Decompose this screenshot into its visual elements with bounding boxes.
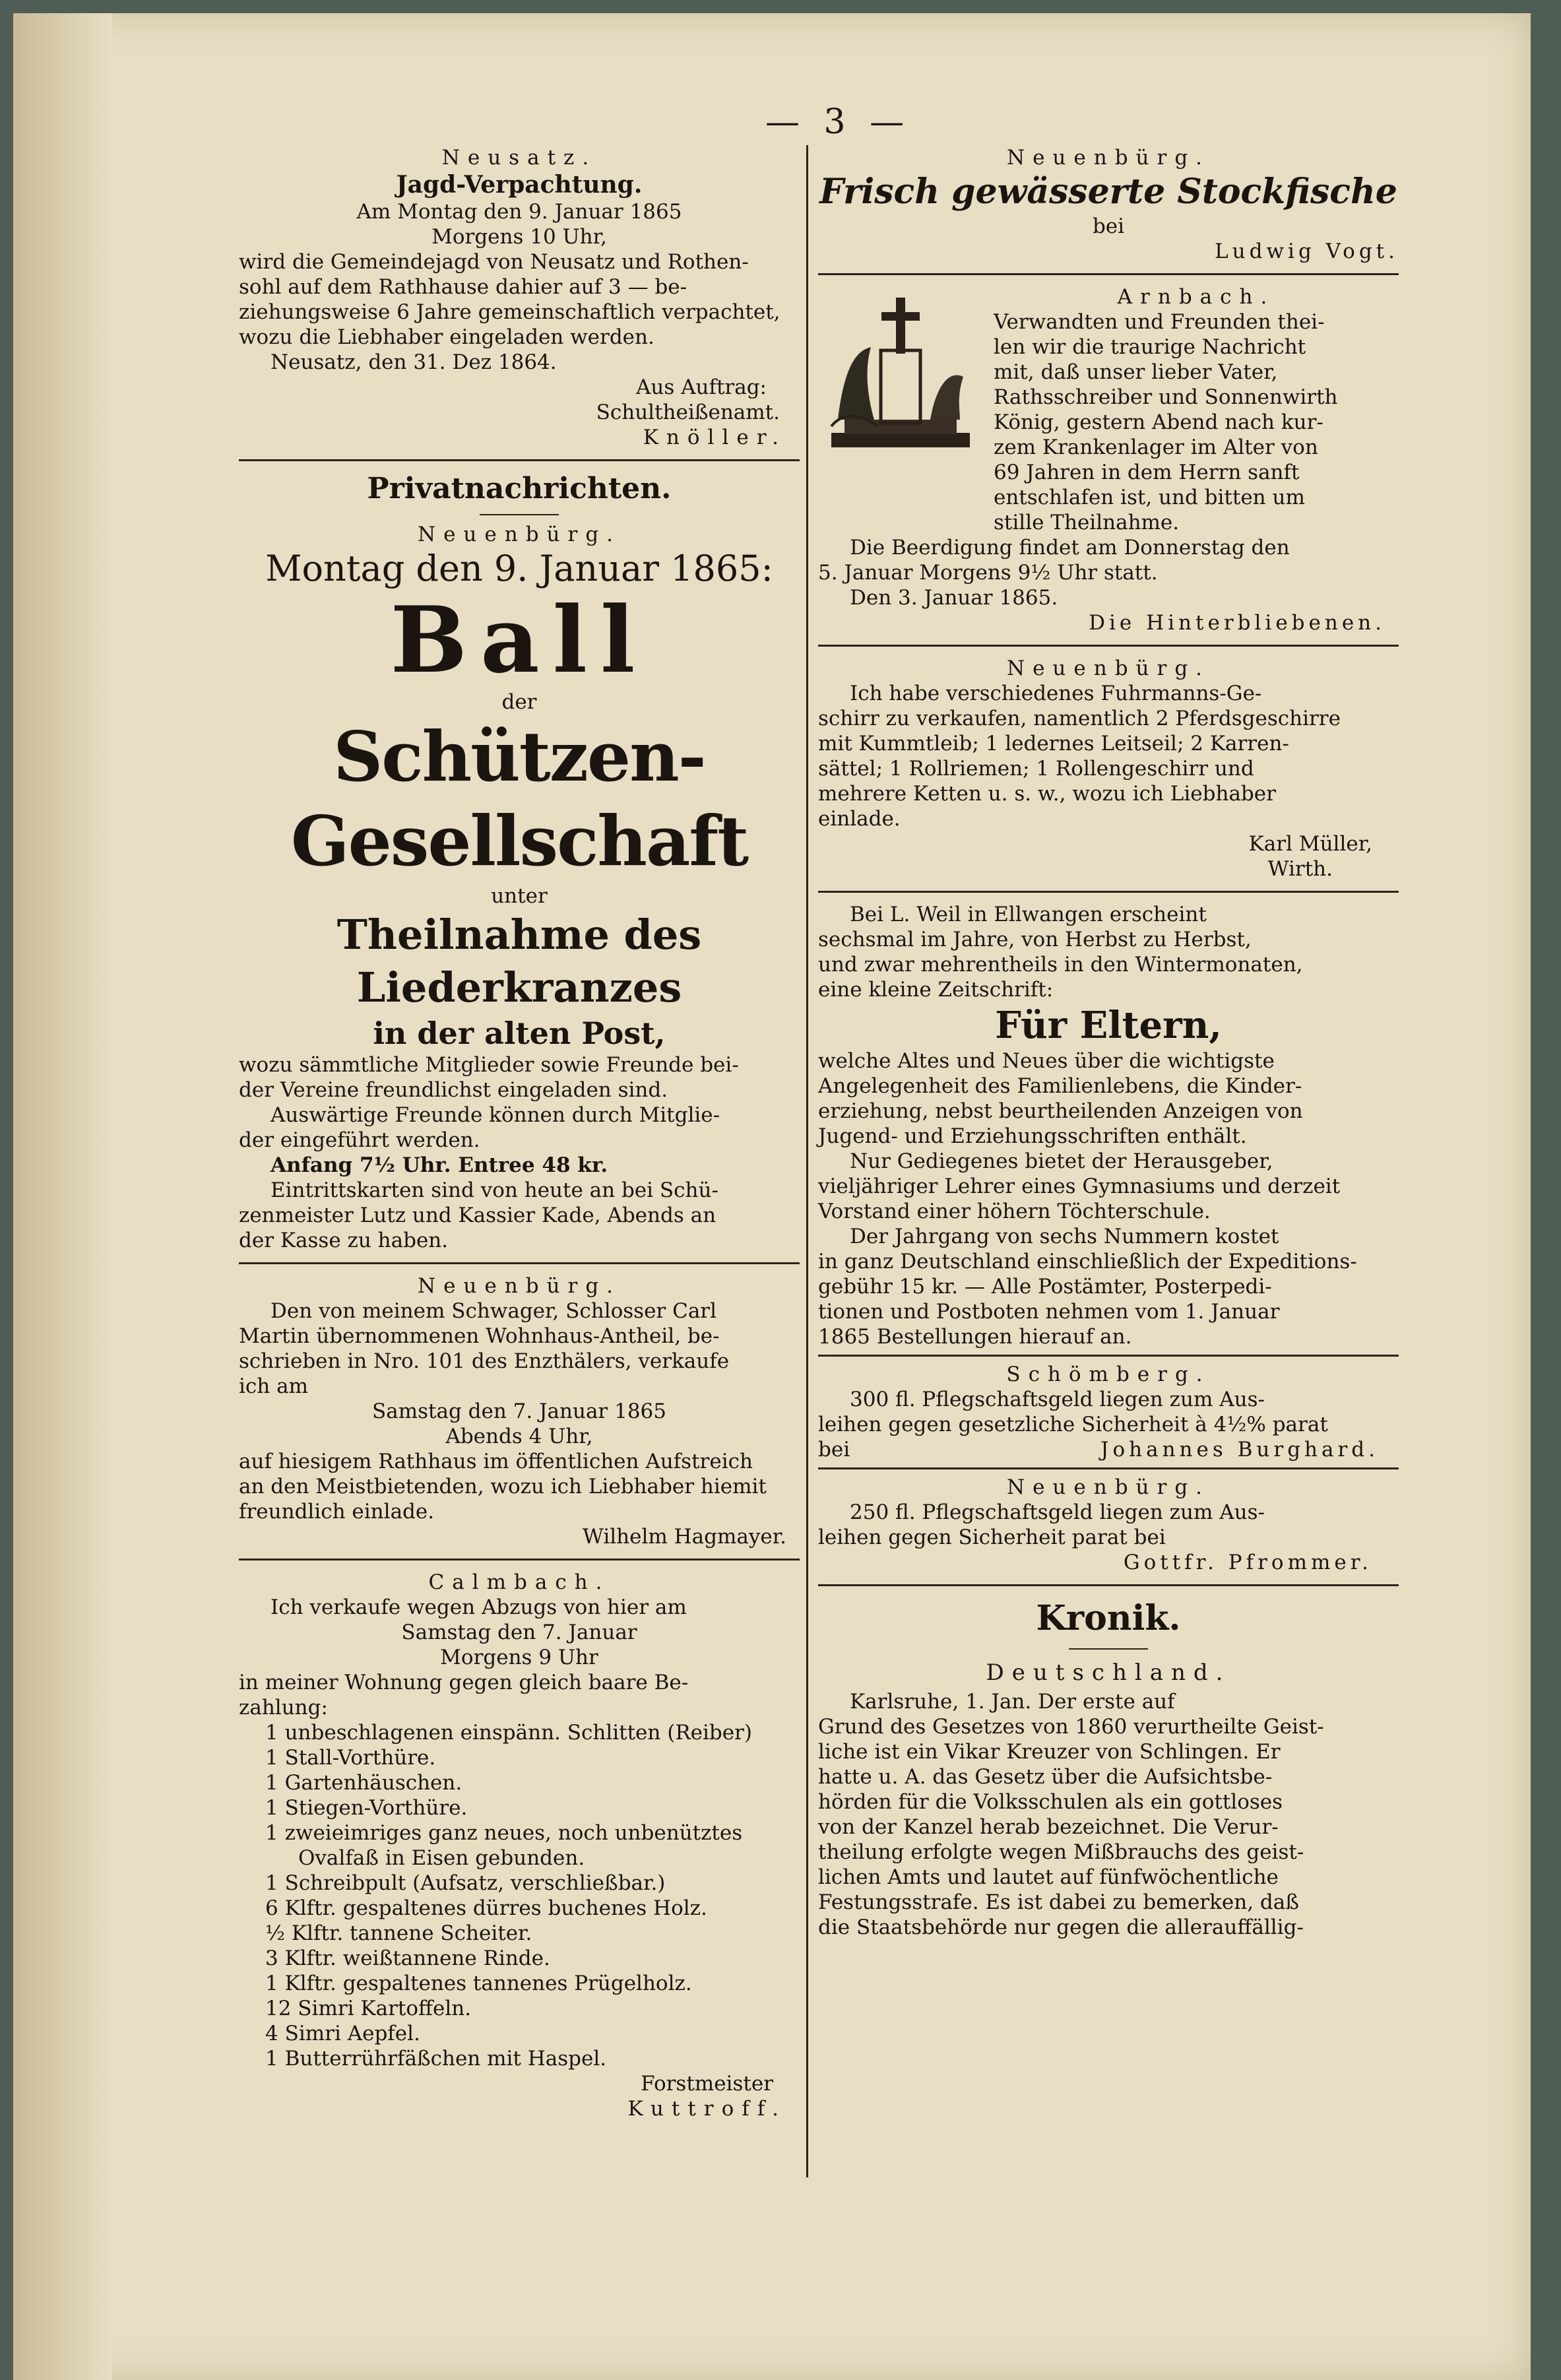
list-item: 1 Schreibpult (Aufsatz, verschließbar.) xyxy=(265,1871,666,1895)
notice-line: ich am xyxy=(239,1374,308,1398)
divider xyxy=(1069,1648,1148,1650)
notice-title: Jagd-Verpachtung. xyxy=(396,171,643,199)
notice-line: Vorstand einer höhern Töchterschule. xyxy=(818,1200,1211,1223)
notice-line: Der Jahrgang von sechs Nummern kostet xyxy=(850,1225,1279,1248)
notice-line: mit, daß unser lieber Vater, xyxy=(994,360,1278,384)
left-column xyxy=(239,145,800,2121)
notice-signature: Knöller. xyxy=(643,426,786,449)
notice-signature: Wirth. xyxy=(1267,857,1333,881)
notice-line: auf hiesigem Rathhaus im öffentlichen Aufstreich xyxy=(239,1450,753,1473)
notice-place: Neuenbürg. xyxy=(1006,1475,1211,1499)
ball-text: wozu sämmtliche Mitglieder sowie Freunde bei- xyxy=(239,1053,739,1077)
magazine-title: Für Eltern, xyxy=(995,1004,1222,1047)
notice-line: Nur Gediegenes bietet der Herausgeber, xyxy=(850,1149,1273,1173)
notice-line: leihen gegen Sicherheit parat bei xyxy=(818,1526,1166,1549)
divider xyxy=(818,1584,1399,1586)
notice-place: Schömberg. xyxy=(1006,1363,1211,1386)
list-item: 1 zweieimriges ganz neues, noch unbenütztes xyxy=(265,1821,743,1845)
notice-line: entschlafen ist, und bitten um xyxy=(994,486,1305,509)
notice-signature: Forstmeister xyxy=(641,2072,773,2096)
list-item: 1 Gartenhäuschen. xyxy=(265,1771,462,1795)
notice-line: 250 fl. Pflegschaftsgeld liegen zum Aus- xyxy=(850,1500,1265,1524)
notice-line: vieljähriger Lehrer eines Gymnasiums und derzeit xyxy=(818,1174,1341,1198)
divider xyxy=(818,273,1399,275)
notice-death xyxy=(818,284,1399,635)
column-divider xyxy=(806,145,808,2177)
notice-line: mehrere Ketten u. s. w., wozu ich Liebhaber xyxy=(818,782,1276,806)
notice-line: und zwar mehrentheils in den Wintermonaten, xyxy=(818,953,1303,977)
notice-place: Neusatz. xyxy=(441,146,597,170)
ball-text: zenmeister Lutz und Kassier Kade, Abends an xyxy=(239,1204,717,1227)
notice-line: zem Krankenlager im Alter von xyxy=(994,435,1318,459)
notice-place: Neuenbürg. xyxy=(1006,657,1211,680)
notice-line: 5. Januar Morgens 9½ Uhr statt. xyxy=(818,561,1158,585)
notice-signature: Johannes Burghard. xyxy=(1100,1438,1379,1462)
notice-line: eine kleine Zeitschrift: xyxy=(818,978,1054,1002)
ball-location: in der alten Post, xyxy=(373,1015,666,1051)
notice-line: Jugend- und Erziehungsschriften enthält. xyxy=(818,1124,1247,1148)
chronicle-section xyxy=(818,1595,1399,1940)
ball-text: Eintrittskarten sind von heute an bei Schü- xyxy=(271,1178,718,1202)
ball-title: Ball xyxy=(390,586,649,693)
notice-line: in ganz Deutschland einschließlich der Expeditions- xyxy=(818,1250,1357,1273)
notice-line: einlade. xyxy=(818,807,901,831)
notice-line: leihen gegen gesetzliche Sicherheit à 4½% parat xyxy=(818,1413,1328,1436)
section-heading: Privatnachrichten. xyxy=(367,472,672,505)
notice-harness xyxy=(818,656,1399,882)
list-item: 1 Klftr. gespaltenes tannenes Prügelholz. xyxy=(265,1972,692,1995)
notice-date: Samstag den 7. Januar xyxy=(401,1621,637,1644)
notice-magazine xyxy=(818,902,1399,1349)
divider xyxy=(818,645,1399,647)
notice-line: sechsmal im Jahre, von Herbst zu Herbst, xyxy=(818,928,1252,951)
divider xyxy=(239,1262,800,1264)
notice-date: Den 3. Januar 1865. xyxy=(850,586,1058,610)
notice-line: Ich verkaufe wegen Abzugs von hier am xyxy=(271,1595,687,1619)
notice-time: Morgens 9 Uhr xyxy=(440,1646,598,1669)
list-item: 4 Simri Aepfel. xyxy=(265,2022,420,2045)
notice-place: Neuenbürg. xyxy=(417,1274,621,1298)
notice-line: Ich habe verschiedenes Fuhrmanns-Ge- xyxy=(850,682,1262,705)
divider xyxy=(480,514,559,515)
notice-line: erziehung, nebst beurtheilenden Anzeigen von xyxy=(818,1099,1303,1123)
notice-loan xyxy=(818,1475,1399,1575)
notice-line: Die Beerdigung findet am Donnerstag den xyxy=(850,536,1290,560)
notice-line: Am Montag den 9. Januar 1865 xyxy=(356,200,682,224)
page-gutter xyxy=(13,13,112,2380)
notice-signature: Kuttroff. xyxy=(627,2097,786,2121)
ball-participation: Theilnahme des Liederkranzes xyxy=(336,911,702,1012)
ball-text: der Kasse zu haben. xyxy=(239,1229,449,1252)
item-list xyxy=(239,1720,800,2071)
chronicle-line: lichen Amts und lautet auf fünfwöchentliche xyxy=(818,1865,1279,1889)
section-subheading: Deutschland. xyxy=(986,1659,1231,1686)
notice-signature: Aus Auftrag: xyxy=(636,375,767,399)
notice-line: welche Altes und Neues über die wichtigste xyxy=(818,1049,1275,1073)
right-column xyxy=(818,145,1399,1940)
notice-date: Samstag den 7. Januar 1865 xyxy=(372,1399,666,1423)
notice-line: Verwandten und Freunden thei- xyxy=(994,310,1325,334)
notice-line: len wir die traurige Nachricht xyxy=(994,335,1306,359)
notice-line: schirr zu verkaufen, namentlich 2 Pferdsgeschirre xyxy=(818,707,1341,730)
chronicle-line: die Staatsbehörde nur gegen die allerauffällig- xyxy=(818,1915,1304,1939)
divider xyxy=(239,459,800,461)
list-item: 6 Klftr. gespaltenes dürres buchenes Holz. xyxy=(265,1896,707,1920)
notice-ball xyxy=(239,522,800,1253)
ball-text: der Vereine freundlichst eingeladen sind. xyxy=(239,1078,668,1102)
notice-line: 300 fl. Pflegschaftsgeld liegen zum Aus- xyxy=(850,1388,1265,1411)
ball-text: der eingeführt werden. xyxy=(239,1128,480,1152)
notice-signature: Die Hinterbliebenen. xyxy=(1089,611,1386,635)
ball-start: Anfang 7½ Uhr. Entree 48 kr. xyxy=(271,1153,608,1177)
notice-line: sohl auf dem Rathhause dahier auf 3 — be- xyxy=(239,275,687,299)
notice-line: König, gestern Abend nach kur- xyxy=(994,410,1323,434)
notice-line: schrieben in Nro. 101 des Enzthälers, verkaufe xyxy=(239,1349,730,1373)
notice-line: in meiner Wohnung gegen gleich baare Be- xyxy=(239,1671,689,1694)
notice-line: Morgens 10 Uhr, xyxy=(431,225,607,249)
notice-line: sättel; 1 Rollriemen; 1 Rollengeschirr und xyxy=(818,757,1254,781)
notice-house xyxy=(239,1273,800,1549)
divider xyxy=(239,1559,800,1560)
notice-line: 69 Jahren in dem Herrn sanft xyxy=(994,461,1300,484)
notice-time: Abends 4 Uhr, xyxy=(445,1425,593,1448)
notice-line: freundlich einlade. xyxy=(239,1500,435,1524)
notice-neusatz xyxy=(239,145,800,450)
chronicle-line: Karlsruhe, 1. Jan. Der erste auf xyxy=(850,1690,1175,1714)
notice-line: Rathsschreiber und Sonnenwirth xyxy=(994,385,1338,409)
notice-line: wird die Gemeindejagd von Neusatz und Rothen- xyxy=(239,250,749,274)
notice-line: zahlung: xyxy=(239,1696,328,1720)
notice-schoemberg xyxy=(818,1362,1399,1462)
notice-line: Den von meinem Schwager, Schlosser Carl xyxy=(271,1299,717,1323)
chronicle-line: hörden für die Volksschulen als ein gottloses xyxy=(818,1790,1283,1814)
notice-title: Frisch gewässerte Stockfische xyxy=(819,172,1397,212)
list-item: 3 Klftr. weißtannene Rinde. xyxy=(265,1946,550,1970)
list-item: 1 Butterrührfäßchen mit Haspel. xyxy=(265,2047,607,2071)
list-item: 12 Simri Kartoffeln. xyxy=(265,1997,472,2020)
notice-text: bei xyxy=(818,1438,850,1462)
notice-line: mit Kummtleib; 1 ledernes Leitseil; 2 Karren- xyxy=(818,732,1289,756)
notice-calmbach xyxy=(239,1570,800,2121)
notice-line: wozu die Liebhaber eingeladen werden. xyxy=(239,325,654,349)
notice-fish xyxy=(818,145,1399,264)
notice-place: Calmbach. xyxy=(428,1570,610,1594)
divider xyxy=(818,1467,1399,1469)
notice-place: Neuenbürg. xyxy=(1006,146,1211,170)
chronicle-line: theilung erfolgte wegen Mißbrauchs des geist- xyxy=(818,1840,1304,1864)
chronicle-line: hatte u. A. das Gesetz über die Aufsichtsbe- xyxy=(818,1765,1273,1789)
notice-text: bei xyxy=(1092,214,1125,238)
ball-text: unter xyxy=(491,884,548,908)
notice-line: ziehungsweise 6 Jahre gemeinschaftlich verpachtet, xyxy=(239,300,780,324)
list-item: ½ Klftr. tannene Scheiter. xyxy=(265,1921,532,1945)
ball-text: Auswärtige Freunde können durch Mitglie- xyxy=(271,1103,720,1127)
notice-signature: Ludwig Vogt. xyxy=(1215,240,1399,263)
notice-place: Arnbach. xyxy=(1117,285,1275,309)
notice-line: Angelegenheit des Familienlebens, die Kinder- xyxy=(818,1074,1302,1098)
list-item: Ovalfaß in Eisen gebunden. xyxy=(298,1846,585,1870)
notice-signature: Gottfr. Pfrommer. xyxy=(1123,1551,1372,1574)
notice-line: gebühr 15 kr. — Alle Postämter, Posterpedi- xyxy=(818,1275,1272,1299)
death-notice-text xyxy=(994,284,1399,535)
notice-signature-row xyxy=(818,1437,1399,1462)
chronicle-line: Grund des Gesetzes von 1860 verurtheilte Geist- xyxy=(818,1715,1324,1739)
list-item: 1 Stiegen-Vorthüre. xyxy=(265,1796,468,1820)
list-item: 1 unbeschlagenen einspänn. Schlitten (Reiber) xyxy=(265,1721,753,1745)
notice-line: stille Theilnahme. xyxy=(994,511,1180,534)
notice-signature: Karl Müller, xyxy=(1248,832,1372,856)
page-number: — 3 — xyxy=(765,102,911,142)
gravestone-illustration-icon xyxy=(818,284,983,456)
notice-line: an den Meistbietenden, wozu ich Liebhaber hiemit xyxy=(239,1475,767,1498)
chronicle-line: Festungsstrafe. Es ist dabei zu bemerken, daß xyxy=(818,1890,1299,1914)
section-heading: Kronik. xyxy=(1036,1598,1181,1638)
ball-society: Schützen-Gesellschaft xyxy=(290,716,748,882)
chronicle-line: von der Kanzel herab bezeichnet. Die Verur- xyxy=(818,1815,1279,1839)
chronicle-line: liche ist ein Vikar Kreuzer von Schlingen. Er xyxy=(818,1740,1281,1764)
notice-line: 1865 Bestellungen hierauf an. xyxy=(818,1325,1132,1349)
divider xyxy=(818,891,1399,893)
notice-line: tionen und Postboten nehmen vom 1. Januar xyxy=(818,1300,1280,1324)
list-item: 1 Stall-Vorthüre. xyxy=(265,1746,436,1770)
ball-date: Montag den 9. Januar 1865: xyxy=(265,548,773,589)
notice-date: Neusatz, den 31. Dez 1864. xyxy=(271,350,557,374)
death-notice-block xyxy=(818,284,1399,535)
notice-place: Neuenbürg. xyxy=(417,523,621,546)
divider xyxy=(818,1355,1399,1357)
notice-signature: Wilhelm Hagmayer. xyxy=(583,1525,786,1549)
notice-signature: Schultheißenamt. xyxy=(596,401,780,424)
notice-line: Bei L. Weil in Ellwangen erscheint xyxy=(850,903,1207,926)
notice-line: Martin übernommenen Wohnhaus-Antheil, be- xyxy=(239,1324,720,1348)
ball-text: der xyxy=(501,690,537,714)
